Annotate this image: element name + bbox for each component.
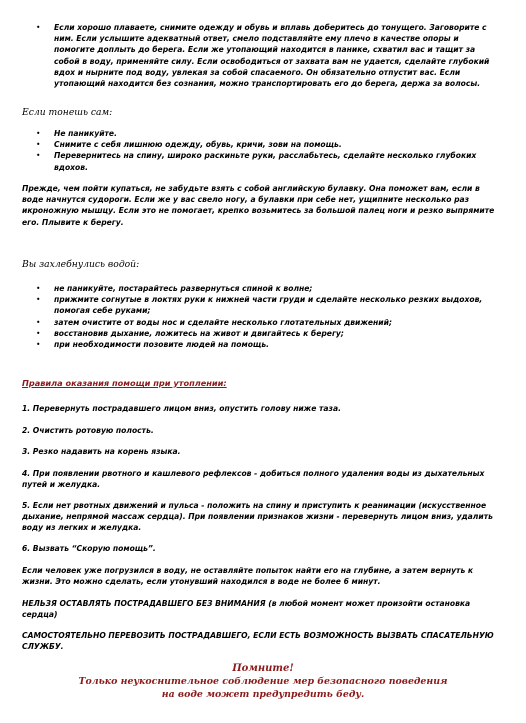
rules-step-1-block — [22, 403, 500, 414]
rules-step-5-block — [22, 500, 500, 534]
warning-2-block — [22, 630, 500, 652]
choked-section-list — [22, 283, 500, 350]
rules-step: 1. Перевернуть пострадавшего лицом вниз, опустить голову ниже таза. — [22, 404, 341, 413]
choked-section-heading: Вы захлебнулись водой: — [22, 259, 140, 270]
bullet-icon: • — [36, 317, 41, 327]
warning-1-block — [22, 598, 500, 620]
rules-step: 4. При появлении рвотного и кашлевого рефлексов - добиться полного удаления воды из дыхательных путей и желудка. — [22, 469, 485, 490]
choked-list-item-text: не паникуйте, постарайтесь развернуться спиной к волне; — [54, 284, 313, 293]
self-list-item — [22, 128, 500, 139]
intro-list-block — [22, 22, 500, 89]
choked-list-item-text: при необходимости позовите людей на помощь. — [54, 340, 270, 350]
bullet-icon: • — [36, 140, 41, 150]
self-section-list-block — [22, 128, 500, 173]
rules-step-6-block — [22, 543, 500, 554]
closing-note — [0, 662, 526, 701]
choked-list-item — [22, 339, 500, 350]
rules-step-4-block — [22, 468, 500, 490]
bullet-icon: • — [36, 129, 41, 138]
closing-title: Помните! — [232, 663, 294, 674]
choked-section-list-block — [22, 283, 500, 350]
choked-section-heading-block — [22, 259, 500, 270]
rules-paragraph: Если человек уже погрузился в воду, не оставляйте попыток найти его на глубине, а затем вернуть к жизни. Это можно сделать, если утонувший находился в воде не более 6 минут. — [22, 566, 474, 587]
rules-step: 2. Очистить ротовую полость. — [22, 426, 154, 435]
choked-list-item — [22, 283, 500, 294]
closing-line: Только неукоснительное соблюдение мер безопасного поведения — [78, 676, 448, 687]
intro-list-item — [22, 22, 500, 89]
bullet-icon: • — [36, 151, 41, 161]
rules-step-2-block — [22, 425, 500, 436]
self-list-item-text: Снимите с себя лишнюю одежду, обувь, кричи, зови на помощь. — [54, 140, 342, 150]
bullet-icon: • — [36, 340, 41, 350]
self-section-list — [22, 128, 500, 173]
choked-list-item-text: прижмите согнутые в локтях руки к нижней части груди и сделайте несколько резких выдохов, помогая себе руками; — [54, 295, 483, 316]
rules-paragraph-block — [22, 565, 500, 587]
choked-list-item-text: восстановив дыхание, ложитесь на живот и двигайтесь к берегу; — [54, 328, 344, 338]
rules-step-3-block — [22, 446, 500, 457]
self-list-item-text: Не паникуйте. — [54, 129, 117, 138]
choked-list-item — [22, 294, 500, 316]
self-list-item-text: Перевернитесь на спину, широко раскиньте руки, расслабьтесь, сделайте несколько глубоких вдохов. — [54, 151, 477, 172]
self-list-item — [22, 150, 500, 172]
warning-text: САМОСТОЯТЕЛЬНО ПЕРЕВОЗИТЬ ПОСТРАДАВШЕГО, ЕСЛИ ЕСТЬ ВОЗМОЖНОСТЬ ВЫЗВАТЬ СПАСАТЕЛЬНУЮ СЛУЖБУ. — [22, 631, 494, 652]
self-section-heading: Если тонешь сам: — [22, 107, 113, 118]
rules-section-heading: Правила оказания помощи при утоплении: — [22, 378, 227, 388]
choked-list-item — [22, 317, 500, 328]
bullet-icon: • — [36, 23, 41, 32]
self-section-paragraph-block — [22, 183, 500, 228]
rules-step: 5. Если нет рвотных движений и пульса - положить на спину и приступить к реанимации (искусственное дыхание, непрямой массаж сердца). При появлении признаков жизни - перевернуть лицом вниз, удалить воду из легких и желудка. — [22, 501, 493, 533]
self-section-heading-block — [22, 107, 500, 118]
rules-section-heading-block — [22, 378, 500, 388]
closing-line: на воде может предупредить беду. — [161, 688, 365, 700]
self-list-item — [22, 139, 500, 150]
rules-step: 3. Резко надавить на корень языка. — [22, 447, 181, 456]
choked-list-item-text: затем очистите от воды нос и сделайте несколько глотательных движений; — [54, 317, 392, 327]
choked-list-item — [22, 328, 500, 339]
self-section-paragraph: Прежде, чем пойти купаться, не забудьте взять с собой английскую булавку. Она поможет вам, если в воде начнутся судороги. Если же у вас свело ногу, а булавки при себе нет, ущипните несколько раз икроножную мышцу. Если это не помогает, крепко возьмитесь за большой палец ноги и резко выпрямите его. Плывите к берегу. — [22, 184, 495, 227]
bullet-icon: • — [36, 295, 41, 305]
intro-list-item-text: Если хорошо плаваете, снимите одежду и обувь и вплавь доберитесь до тонущего. Заговорите с ним. Если услышите адекватный ответ, смело подставляйте ему плечо в качестве опоры и помогите доплыть до берега. Если же утопающий находится в панике, схватил вас и тащит за собой в воду, применяйте силу. Если освободиться от захвата вам не удается, сделайте глубокий вдох и нырните под воду, увлекая за собой спасаемого. Он обязательно отпустит вас. Если утопающий находится без сознания, можно транспортировать его до берега, держа за волосы. — [54, 23, 490, 89]
bullet-icon: • — [36, 284, 41, 293]
warning-text: НЕЛЬЗЯ ОСТАВЛЯТЬ ПОСТРАДАВШЕГО БЕЗ ВНИМАНИЯ (в любой момент может произойти остановка сердца) — [22, 599, 471, 620]
rules-step: 6. Вызвать “Скорую помощь”. — [22, 544, 156, 553]
intro-list — [22, 22, 500, 89]
bullet-icon: • — [36, 328, 41, 338]
